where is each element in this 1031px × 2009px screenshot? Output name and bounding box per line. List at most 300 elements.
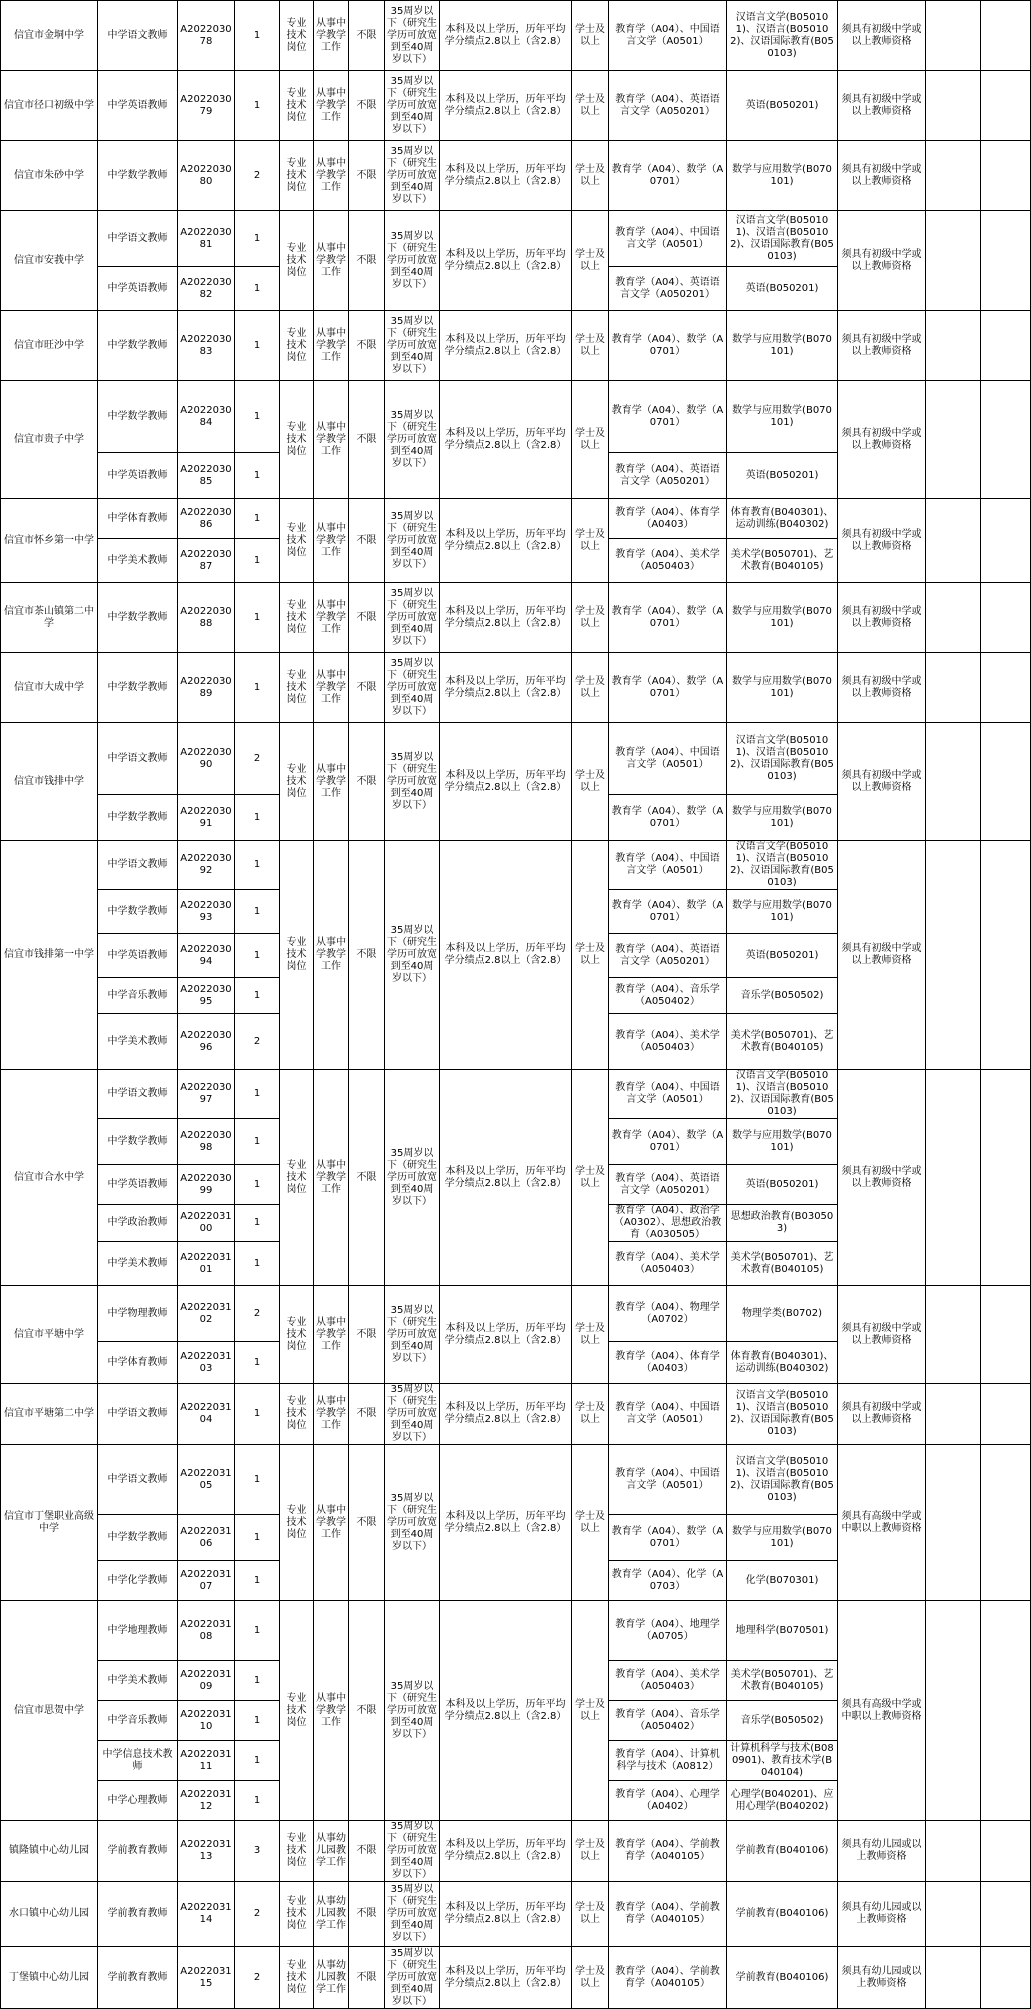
- education-requirement-cell: 本科及以上学历，历年平均学分绩点2.8以上（含2.8）: [440, 1445, 572, 1601]
- hire-count-cell: 1: [235, 1242, 280, 1286]
- undergrad-major-cell: 教育学（A04）、数学（A0701）: [609, 795, 727, 841]
- postgrad-major-cell: 数学与应用数学(B070101): [727, 653, 838, 723]
- degree-requirement-cell: 学士及以上: [572, 1286, 609, 1384]
- job-code-cell: A202203092: [178, 841, 235, 890]
- post-category-cell: 专业技术岗位: [280, 1882, 314, 1947]
- hire-count-cell: 1: [235, 890, 280, 934]
- post-category-cell: 专业技术岗位: [280, 381, 314, 499]
- empty-cell: [981, 499, 1031, 583]
- undergrad-major-cell: 教育学（A04）、心理学（A0402）: [609, 1781, 727, 1821]
- hire-count-cell: 1: [235, 934, 280, 978]
- undergrad-major-cell: 教育学（A04）、美术学（A050403）: [609, 1661, 727, 1701]
- degree-requirement-cell: 学士及以上: [572, 141, 609, 211]
- job-name-cell: 中学数学教师: [98, 311, 178, 381]
- table-row: [1, 653, 1031, 723]
- job-name-cell: 中学数学教师: [98, 795, 178, 841]
- other-requirement-cell: 须具有初级中学或以上教师资格: [838, 1070, 926, 1286]
- postgrad-major-cell: 数学与应用数学(B070101): [727, 141, 838, 211]
- job-name-cell: 学前教育教师: [98, 1882, 178, 1947]
- job-code-cell: A202203101: [178, 1242, 235, 1286]
- undergrad-major-cell: 教育学（A04）、化学（A0703）: [609, 1561, 727, 1601]
- empty-cell: [926, 499, 981, 583]
- job-name-cell: 中学音乐教师: [98, 1701, 178, 1741]
- other-requirement-cell: 须具有初级中学或以上教师资格: [838, 723, 926, 841]
- degree-requirement-cell: 学士及以上: [572, 723, 609, 841]
- job-name-cell: 中学美术教师: [98, 539, 178, 583]
- political-status-cell: 不限: [349, 1384, 385, 1445]
- post-category-cell: 专业技术岗位: [280, 311, 314, 381]
- undergrad-major-cell: 教育学（A04）、英语语言文学（A050201）: [609, 934, 727, 978]
- job-name-cell: 中学数学教师: [98, 381, 178, 453]
- job-code-cell: A202203082: [178, 267, 235, 311]
- education-requirement-cell: 本科及以上学历，历年平均学分绩点2.8以上（含2.8）: [440, 1601, 572, 1821]
- job-code-cell: A202203102: [178, 1286, 235, 1342]
- empty-cell: [981, 381, 1031, 499]
- other-requirement-cell: 须具有初级中学或以上教师资格: [838, 841, 926, 1070]
- work-content-cell: 从事中学教学工作: [314, 653, 349, 723]
- job-name-cell: 中学语文教师: [98, 1445, 178, 1515]
- postgrad-major-cell: 数学与应用数学(B070101): [727, 890, 838, 934]
- empty-cell: [926, 583, 981, 653]
- education-requirement-cell: 本科及以上学历，历年平均学分绩点2.8以上（含2.8）: [440, 583, 572, 653]
- political-status-cell: 不限: [349, 1070, 385, 1286]
- degree-requirement-cell: 学士及以上: [572, 1882, 609, 1947]
- undergrad-major-cell: 教育学（A04）、数学（A0701）: [609, 1515, 727, 1561]
- political-status-cell: 不限: [349, 1882, 385, 1947]
- empty-cell: [981, 141, 1031, 211]
- job-code-cell: A202203096: [178, 1014, 235, 1070]
- post-category-cell: 专业技术岗位: [280, 211, 314, 311]
- work-content-cell: 从事中学教学工作: [314, 141, 349, 211]
- hire-count-cell: 1: [235, 1445, 280, 1515]
- job-code-cell: A202203100: [178, 1205, 235, 1242]
- hire-count-cell: 1: [235, 1205, 280, 1242]
- work-content-cell: 从事中学教学工作: [314, 1601, 349, 1821]
- job-code-cell: A202203113: [178, 1821, 235, 1882]
- age-requirement-cell: 35周岁以下（研究生学历可放宽到至40周岁以下）: [385, 1947, 440, 2009]
- undergrad-major-cell: 教育学（A04）、中国语言文学（A0501）: [609, 1384, 727, 1445]
- job-code-cell: A202203106: [178, 1515, 235, 1561]
- job-name-cell: 中学英语教师: [98, 1165, 178, 1205]
- post-category-cell: 专业技术岗位: [280, 1, 314, 71]
- post-category-cell: 专业技术岗位: [280, 723, 314, 841]
- hire-count-cell: 2: [235, 1286, 280, 1342]
- job-name-cell: 中学美术教师: [98, 1014, 178, 1070]
- other-requirement-cell: 须具有初级中学或以上教师资格: [838, 141, 926, 211]
- age-requirement-cell: 35周岁以下（研究生学历可放宽到至40周岁以下）: [385, 311, 440, 381]
- other-requirement-cell: 须具有幼儿园或以上教师资格: [838, 1947, 926, 2009]
- education-requirement-cell: 本科及以上学历，历年平均学分绩点2.8以上（含2.8）: [440, 723, 572, 841]
- age-requirement-cell: 35周岁以下（研究生学历可放宽到至40周岁以下）: [385, 499, 440, 583]
- work-content-cell: 从事中学教学工作: [314, 1384, 349, 1445]
- degree-requirement-cell: 学士及以上: [572, 1947, 609, 2009]
- undergrad-major-cell: 教育学（A04）、数学（A0701）: [609, 890, 727, 934]
- hire-count-cell: 1: [235, 1342, 280, 1384]
- school-name-cell: 信宜市钱排第一中学: [1, 841, 98, 1070]
- other-requirement-cell: 须具有初级中学或以上教师资格: [838, 1, 926, 71]
- school-name-cell: 丁堡镇中心幼儿园: [1, 1947, 98, 2009]
- job-code-cell: A202203114: [178, 1882, 235, 1947]
- hire-count-cell: 1: [235, 453, 280, 499]
- table-row: [1, 1384, 1031, 1445]
- postgrad-major-cell: 英语(B050201): [727, 71, 838, 141]
- school-name-cell: 信宜市大成中学: [1, 653, 98, 723]
- empty-cell: [981, 1384, 1031, 1445]
- job-name-cell: 中学语文教师: [98, 841, 178, 890]
- hire-count-cell: 1: [235, 1165, 280, 1205]
- job-name-cell: 中学英语教师: [98, 934, 178, 978]
- postgrad-major-cell: 物理学类(B0702): [727, 1286, 838, 1342]
- political-status-cell: 不限: [349, 1286, 385, 1384]
- post-category-cell: 专业技术岗位: [280, 841, 314, 1070]
- postgrad-major-cell: 汉语言文学(B050101)、汉语言(B050102)、汉语国际教育(B050103): [727, 723, 838, 795]
- postgrad-major-cell: 思想政治教育(B030503): [727, 1205, 838, 1242]
- education-requirement-cell: 本科及以上学历，历年平均学分绩点2.8以上（含2.8）: [440, 1947, 572, 2009]
- hire-count-cell: 1: [235, 1384, 280, 1445]
- job-name-cell: 中学信息技术教师: [98, 1741, 178, 1781]
- education-requirement-cell: 本科及以上学历，历年平均学分绩点2.8以上（含2.8）: [440, 499, 572, 583]
- age-requirement-cell: 35周岁以下（研究生学历可放宽到至40周岁以下）: [385, 841, 440, 1070]
- work-content-cell: 从事中学教学工作: [314, 311, 349, 381]
- political-status-cell: 不限: [349, 499, 385, 583]
- job-name-cell: 中学语文教师: [98, 723, 178, 795]
- other-requirement-cell: 须具有初级中学或以上教师资格: [838, 1286, 926, 1384]
- empty-cell: [926, 1445, 981, 1601]
- table-row: [1, 1821, 1031, 1882]
- political-status-cell: 不限: [349, 583, 385, 653]
- postgrad-major-cell: 音乐学(B050502): [727, 978, 838, 1014]
- hire-count-cell: 1: [235, 1070, 280, 1119]
- hire-count-cell: 2: [235, 1014, 280, 1070]
- table-row: [1, 841, 1031, 890]
- postgrad-major-cell: 学前教育(B040106): [727, 1821, 838, 1882]
- job-name-cell: 中学体育教师: [98, 499, 178, 539]
- degree-requirement-cell: 学士及以上: [572, 71, 609, 141]
- school-name-cell: 信宜市朱砂中学: [1, 141, 98, 211]
- table-row: [1, 71, 1031, 141]
- school-name-cell: 信宜市钱排中学: [1, 723, 98, 841]
- school-name-cell: 信宜市旺沙中学: [1, 311, 98, 381]
- hire-count-cell: 1: [235, 795, 280, 841]
- political-status-cell: 不限: [349, 653, 385, 723]
- job-code-cell: A202203103: [178, 1342, 235, 1384]
- education-requirement-cell: 本科及以上学历，历年平均学分绩点2.8以上（含2.8）: [440, 1286, 572, 1384]
- job-code-cell: A202203108: [178, 1601, 235, 1661]
- job-code-cell: A202203084: [178, 381, 235, 453]
- job-code-cell: A202203085: [178, 453, 235, 499]
- education-requirement-cell: 本科及以上学历，历年平均学分绩点2.8以上（含2.8）: [440, 1384, 572, 1445]
- undergrad-major-cell: 教育学（A04）、数学（A0701）: [609, 311, 727, 381]
- job-name-cell: 中学语文教师: [98, 1384, 178, 1445]
- table-body: [1, 1, 1031, 2009]
- table-row: [1, 311, 1031, 381]
- hire-count-cell: 1: [235, 1661, 280, 1701]
- job-name-cell: 学前教育教师: [98, 1821, 178, 1882]
- degree-requirement-cell: 学士及以上: [572, 1070, 609, 1286]
- undergrad-major-cell: 教育学（A04）、中国语言文学（A0501）: [609, 1, 727, 71]
- empty-cell: [926, 1286, 981, 1384]
- empty-cell: [981, 841, 1031, 1070]
- education-requirement-cell: 本科及以上学历，历年平均学分绩点2.8以上（含2.8）: [440, 1, 572, 71]
- school-name-cell: 信宜市思贺中学: [1, 1601, 98, 1821]
- undergrad-major-cell: 教育学（A04）、中国语言文学（A0501）: [609, 723, 727, 795]
- undergrad-major-cell: 教育学（A04）、数学（A0701）: [609, 381, 727, 453]
- table-row: [1, 1601, 1031, 1661]
- undergrad-major-cell: 教育学（A04）、英语语言文学（A050201）: [609, 1165, 727, 1205]
- postgrad-major-cell: 计算机科学与技术(B080901)、教育技术学(B040104): [727, 1741, 838, 1781]
- degree-requirement-cell: 学士及以上: [572, 1384, 609, 1445]
- age-requirement-cell: 35周岁以下（研究生学历可放宽到至40周岁以下）: [385, 583, 440, 653]
- age-requirement-cell: 35周岁以下（研究生学历可放宽到至40周岁以下）: [385, 211, 440, 311]
- school-name-cell: 镇隆镇中心幼儿园: [1, 1821, 98, 1882]
- job-name-cell: 中学心理教师: [98, 1781, 178, 1821]
- work-content-cell: 从事中学教学工作: [314, 381, 349, 499]
- other-requirement-cell: 须具有幼儿园或以上教师资格: [838, 1882, 926, 1947]
- job-code-cell: A202203090: [178, 723, 235, 795]
- degree-requirement-cell: 学士及以上: [572, 1, 609, 71]
- job-code-cell: A202203099: [178, 1165, 235, 1205]
- empty-cell: [926, 723, 981, 841]
- postgrad-major-cell: 汉语言文学(B050101)、汉语言(B050102)、汉语国际教育(B050103): [727, 1445, 838, 1515]
- other-requirement-cell: 须具有初级中学或以上教师资格: [838, 211, 926, 311]
- empty-cell: [926, 311, 981, 381]
- degree-requirement-cell: 学士及以上: [572, 1445, 609, 1601]
- political-status-cell: 不限: [349, 723, 385, 841]
- job-name-cell: 中学数学教师: [98, 890, 178, 934]
- postgrad-major-cell: 美术学(B050701)、艺术教育(B040105): [727, 1242, 838, 1286]
- political-status-cell: 不限: [349, 1601, 385, 1821]
- postgrad-major-cell: 体育教育(B040301)、运动训练(B040302): [727, 499, 838, 539]
- empty-cell: [926, 1070, 981, 1286]
- empty-cell: [981, 211, 1031, 311]
- undergrad-major-cell: 教育学（A04）、计算机科学与技术（A0812）: [609, 1741, 727, 1781]
- job-name-cell: 中学体育教师: [98, 1342, 178, 1384]
- other-requirement-cell: 须具有高级中学或中职以上教师资格: [838, 1601, 926, 1821]
- work-content-cell: 从事中学教学工作: [314, 1445, 349, 1601]
- school-name-cell: 信宜市贵子中学: [1, 381, 98, 499]
- job-name-cell: 学前教育教师: [98, 1947, 178, 2009]
- job-name-cell: 中学语文教师: [98, 211, 178, 267]
- undergrad-major-cell: 教育学（A04）、物理学（A0702）: [609, 1286, 727, 1342]
- age-requirement-cell: 35周岁以下（研究生学历可放宽到至40周岁以下）: [385, 653, 440, 723]
- political-status-cell: 不限: [349, 1445, 385, 1601]
- other-requirement-cell: 须具有高级中学或中职以上教师资格: [838, 1445, 926, 1601]
- degree-requirement-cell: 学士及以上: [572, 1821, 609, 1882]
- work-content-cell: 从事中学教学工作: [314, 71, 349, 141]
- empty-cell: [981, 1882, 1031, 1947]
- education-requirement-cell: 本科及以上学历，历年平均学分绩点2.8以上（含2.8）: [440, 1821, 572, 1882]
- job-name-cell: 中学政治教师: [98, 1205, 178, 1242]
- other-requirement-cell: 须具有初级中学或以上教师资格: [838, 381, 926, 499]
- empty-cell: [926, 71, 981, 141]
- table-row: [1, 1286, 1031, 1342]
- other-requirement-cell: 须具有幼儿园或以上教师资格: [838, 1821, 926, 1882]
- political-status-cell: 不限: [349, 1821, 385, 1882]
- postgrad-major-cell: 音乐学(B050502): [727, 1701, 838, 1741]
- degree-requirement-cell: 学士及以上: [572, 653, 609, 723]
- school-name-cell: 信宜市径口初级中学: [1, 71, 98, 141]
- education-requirement-cell: 本科及以上学历，历年平均学分绩点2.8以上（含2.8）: [440, 1882, 572, 1947]
- job-name-cell: 中学数学教师: [98, 583, 178, 653]
- job-name-cell: 中学化学教师: [98, 1561, 178, 1601]
- undergrad-major-cell: 教育学（A04）、数学（A0701）: [609, 1119, 727, 1165]
- work-content-cell: 从事中学教学工作: [314, 1286, 349, 1384]
- age-requirement-cell: 35周岁以下（研究生学历可放宽到至40周岁以下）: [385, 1070, 440, 1286]
- postgrad-major-cell: 数学与应用数学(B070101): [727, 381, 838, 453]
- job-name-cell: 中学数学教师: [98, 1119, 178, 1165]
- job-name-cell: 中学地理教师: [98, 1601, 178, 1661]
- empty-cell: [981, 1, 1031, 71]
- hire-count-cell: 1: [235, 1119, 280, 1165]
- job-name-cell: 中学物理教师: [98, 1286, 178, 1342]
- hire-count-cell: 1: [235, 1561, 280, 1601]
- postgrad-major-cell: 地理科学(B070501): [727, 1601, 838, 1661]
- work-content-cell: 从事中学教学工作: [314, 211, 349, 311]
- school-name-cell: 信宜市安莪中学: [1, 211, 98, 311]
- work-content-cell: 从事中学教学工作: [314, 583, 349, 653]
- political-status-cell: 不限: [349, 71, 385, 141]
- undergrad-major-cell: 教育学（A04）、学前教育学（A040105）: [609, 1882, 727, 1947]
- job-code-cell: A202203094: [178, 934, 235, 978]
- undergrad-major-cell: 教育学（A04）、中国语言文学（A0501）: [609, 211, 727, 267]
- job-name-cell: 中学英语教师: [98, 267, 178, 311]
- job-name-cell: 中学音乐教师: [98, 978, 178, 1014]
- empty-cell: [981, 311, 1031, 381]
- undergrad-major-cell: 教育学（A04）、体育学（A0403）: [609, 1342, 727, 1384]
- undergrad-major-cell: 教育学（A04）、体育学（A0403）: [609, 499, 727, 539]
- hire-count-cell: 1: [235, 381, 280, 453]
- other-requirement-cell: 须具有初级中学或以上教师资格: [838, 653, 926, 723]
- post-category-cell: 专业技术岗位: [280, 1445, 314, 1601]
- undergrad-major-cell: 教育学（A04）、美术学（A050403）: [609, 539, 727, 583]
- work-content-cell: 从事中学教学工作: [314, 723, 349, 841]
- postgrad-major-cell: 汉语言文学(B050101)、汉语言(B050102)、汉语国际教育(B050103): [727, 1070, 838, 1119]
- postgrad-major-cell: 英语(B050201): [727, 267, 838, 311]
- empty-cell: [926, 1821, 981, 1882]
- table-row: [1, 723, 1031, 795]
- job-code-cell: A202203098: [178, 1119, 235, 1165]
- job-name-cell: 中学美术教师: [98, 1242, 178, 1286]
- empty-cell: [926, 1882, 981, 1947]
- undergrad-major-cell: 教育学（A04）、音乐学（A050402）: [609, 1701, 727, 1741]
- job-code-cell: A202203083: [178, 311, 235, 381]
- political-status-cell: 不限: [349, 381, 385, 499]
- work-content-cell: 从事幼儿园教学工作: [314, 1882, 349, 1947]
- postgrad-major-cell: 英语(B050201): [727, 1165, 838, 1205]
- education-requirement-cell: 本科及以上学历，历年平均学分绩点2.8以上（含2.8）: [440, 141, 572, 211]
- table-row: [1, 583, 1031, 653]
- job-code-cell: A202203079: [178, 71, 235, 141]
- postgrad-major-cell: 美术学(B050701)、艺术教育(B040105): [727, 1661, 838, 1701]
- hire-count-cell: 1: [235, 1781, 280, 1821]
- postgrad-major-cell: 数学与应用数学(B070101): [727, 1515, 838, 1561]
- table-row: [1, 211, 1031, 267]
- empty-cell: [981, 1070, 1031, 1286]
- postgrad-major-cell: 汉语言文学(B050101)、汉语言(B050102)、汉语国际教育(B050103): [727, 211, 838, 267]
- post-category-cell: 专业技术岗位: [280, 653, 314, 723]
- school-name-cell: 信宜市金垌中学: [1, 1, 98, 71]
- hire-count-cell: 1: [235, 1701, 280, 1741]
- postgrad-major-cell: 汉语言文学(B050101)、汉语言(B050102)、汉语国际教育(B050103): [727, 1384, 838, 1445]
- job-code-cell: A202203093: [178, 890, 235, 934]
- postgrad-major-cell: 数学与应用数学(B070101): [727, 583, 838, 653]
- empty-cell: [926, 211, 981, 311]
- school-name-cell: 信宜市丁堡职业高级中学: [1, 1445, 98, 1601]
- empty-cell: [981, 653, 1031, 723]
- work-content-cell: 从事幼儿园教学工作: [314, 1821, 349, 1882]
- job-code-cell: A202203078: [178, 1, 235, 71]
- empty-cell: [926, 1947, 981, 2009]
- postgrad-major-cell: 体育教育(B040301)、运动训练(B040302): [727, 1342, 838, 1384]
- postgrad-major-cell: 汉语言文学(B050101)、汉语言(B050102)、汉语国际教育(B050103): [727, 1, 838, 71]
- undergrad-major-cell: 教育学（A04）、数学（A0701）: [609, 653, 727, 723]
- hire-count-cell: 2: [235, 1947, 280, 2009]
- empty-cell: [926, 141, 981, 211]
- postgrad-major-cell: 化学(B070301): [727, 1561, 838, 1601]
- table-row: [1, 1882, 1031, 1947]
- undergrad-major-cell: 教育学（A04）、美术学（A050403）: [609, 1014, 727, 1070]
- undergrad-major-cell: 教育学（A04）、英语语言文学（A050201）: [609, 453, 727, 499]
- undergrad-major-cell: 教育学（A04）、政治学（A0302）、思想政治教育（A030505）: [609, 1205, 727, 1242]
- age-requirement-cell: 35周岁以下（研究生学历可放宽到至40周岁以下）: [385, 141, 440, 211]
- undergrad-major-cell: 教育学（A04）、数学（A0701）: [609, 141, 727, 211]
- undergrad-major-cell: 教育学（A04）、数学（A0701）: [609, 583, 727, 653]
- work-content-cell: 从事中学教学工作: [314, 1, 349, 71]
- education-requirement-cell: 本科及以上学历，历年平均学分绩点2.8以上（含2.8）: [440, 1070, 572, 1286]
- empty-cell: [981, 1445, 1031, 1601]
- hire-count-cell: 3: [235, 1821, 280, 1882]
- hire-count-cell: 1: [235, 539, 280, 583]
- age-requirement-cell: 35周岁以下（研究生学历可放宽到至40周岁以下）: [385, 1882, 440, 1947]
- job-code-cell: A202203109: [178, 1661, 235, 1701]
- empty-cell: [981, 1286, 1031, 1384]
- degree-requirement-cell: 学士及以上: [572, 499, 609, 583]
- job-code-cell: A202203107: [178, 1561, 235, 1601]
- hire-count-cell: 1: [235, 267, 280, 311]
- job-name-cell: 中学数学教师: [98, 653, 178, 723]
- political-status-cell: 不限: [349, 1, 385, 71]
- hire-count-cell: 2: [235, 723, 280, 795]
- political-status-cell: 不限: [349, 311, 385, 381]
- postgrad-major-cell: 英语(B050201): [727, 934, 838, 978]
- age-requirement-cell: 35周岁以下（研究生学历可放宽到至40周岁以下）: [385, 1821, 440, 1882]
- school-name-cell: 信宜市茶山镇第二中学: [1, 583, 98, 653]
- job-code-cell: A202203105: [178, 1445, 235, 1515]
- postgrad-major-cell: 学前教育(B040106): [727, 1947, 838, 2009]
- undergrad-major-cell: 教育学（A04）、学前教育学（A040105）: [609, 1821, 727, 1882]
- hire-count-cell: 1: [235, 1515, 280, 1561]
- hire-count-cell: 1: [235, 1601, 280, 1661]
- work-content-cell: 从事幼儿园教学工作: [314, 1947, 349, 2009]
- other-requirement-cell: 须具有初级中学或以上教师资格: [838, 583, 926, 653]
- job-name-cell: 中学英语教师: [98, 453, 178, 499]
- post-category-cell: 专业技术岗位: [280, 71, 314, 141]
- job-name-cell: 中学英语教师: [98, 71, 178, 141]
- education-requirement-cell: 本科及以上学历，历年平均学分绩点2.8以上（含2.8）: [440, 381, 572, 499]
- job-name-cell: 中学美术教师: [98, 1661, 178, 1701]
- education-requirement-cell: 本科及以上学历，历年平均学分绩点2.8以上（含2.8）: [440, 71, 572, 141]
- job-code-cell: A202203089: [178, 653, 235, 723]
- job-code-cell: A202203097: [178, 1070, 235, 1119]
- table-row: [1, 381, 1031, 453]
- hire-count-cell: 1: [235, 653, 280, 723]
- education-requirement-cell: 本科及以上学历，历年平均学分绩点2.8以上（含2.8）: [440, 841, 572, 1070]
- job-name-cell: 中学语文教师: [98, 1070, 178, 1119]
- undergrad-major-cell: 教育学（A04）、中国语言文学（A0501）: [609, 1445, 727, 1515]
- job-code-cell: A202203115: [178, 1947, 235, 2009]
- post-category-cell: 专业技术岗位: [280, 141, 314, 211]
- age-requirement-cell: 35周岁以下（研究生学历可放宽到至40周岁以下）: [385, 1286, 440, 1384]
